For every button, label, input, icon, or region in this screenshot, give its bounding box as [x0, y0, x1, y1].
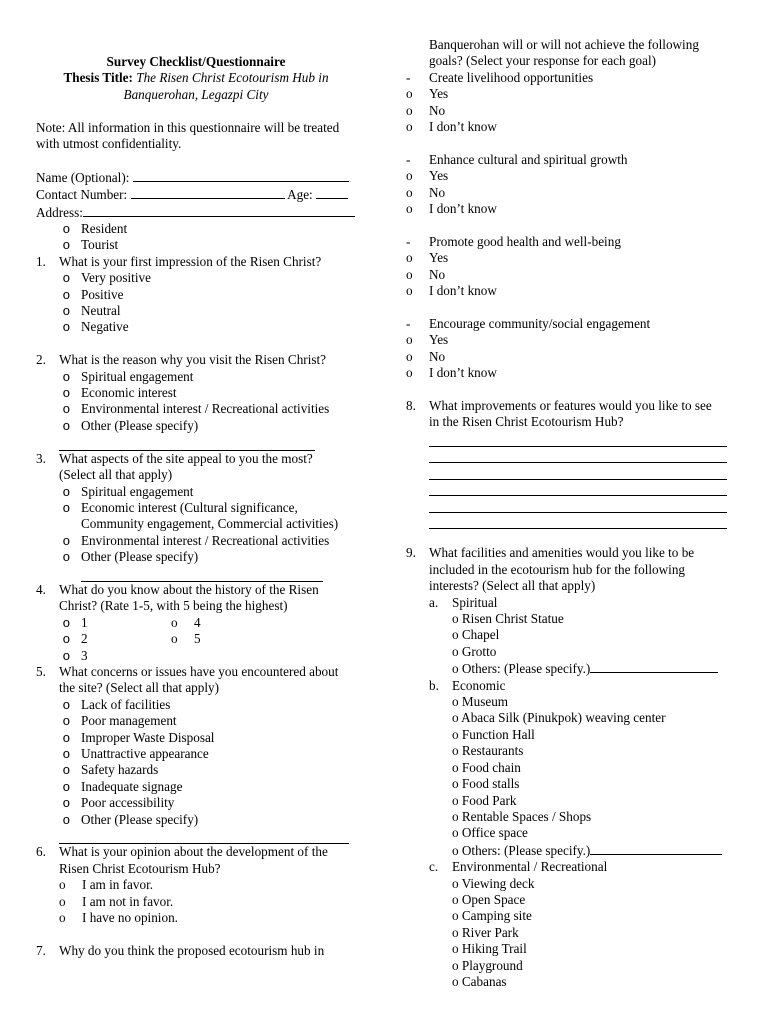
name-label: Name (Optional): [36, 169, 130, 185]
status-option-tourist[interactable]: o Tourist [36, 237, 356, 253]
facility-option[interactable]: o Rentable Spaces / Shops [452, 808, 592, 824]
q3-option[interactable]: o Spiritual engagement [62, 483, 194, 499]
address-field[interactable] [36, 204, 356, 221]
category-environmental: c. Environmental / Recreational [429, 859, 608, 875]
rating-option-4[interactable]: o 4 [171, 614, 201, 630]
q7-text-cont: Banquerohan will or will not achieve the following [429, 37, 699, 52]
goal-answer[interactable]: o No [406, 184, 446, 200]
category-spiritual: a. Spiritual [429, 594, 498, 610]
facility-option[interactable]: o Food chain [452, 759, 521, 775]
facility-option-other[interactable]: o Others: (Please specify.) [406, 842, 736, 859]
goal-answer[interactable]: o Yes [406, 168, 449, 184]
q5-option[interactable]: o Safety hazards [62, 762, 159, 778]
facility-option[interactable]: o Grotto [452, 643, 497, 659]
goal-answer[interactable]: o I don’t know [406, 201, 497, 217]
facility-option-other[interactable]: o Others: (Please specify.) [406, 660, 736, 677]
option-bullet: o [62, 221, 70, 237]
rating-option-1[interactable]: o 1 [62, 614, 88, 630]
thesis-title-line1 [36, 70, 356, 86]
question-9: 9. What facilities and amenities would you like to be included in the ecotourism hub for the following interests? (Select all that apply) [406, 545, 695, 594]
q7-text-cont: goals? (Select your response for each goal) [429, 53, 657, 69]
facility-option[interactable]: o Function Hall [452, 726, 535, 742]
q3-option-cont: Community engagement, Commercial activities) [81, 516, 339, 532]
goal-answer[interactable]: o No [406, 266, 446, 282]
q3-option[interactable]: o Environmental interest / Recreational activities [62, 532, 330, 548]
q2-option[interactable]: o Environmental interest / Recreational activities [62, 401, 330, 417]
question-text: Why do you think the proposed ecotourism hub in [59, 942, 325, 958]
facility-option[interactable]: o Cabanas [452, 973, 507, 989]
status-option-resident[interactable]: o Resident [36, 221, 356, 237]
goal-answer[interactable]: o No [406, 102, 446, 118]
q5-option[interactable]: o Unattractive appearance [62, 745, 209, 761]
question-2: 2. What is the reason why you visit the Risen Christ? [36, 352, 356, 368]
goal-answer[interactable]: o Yes [406, 86, 449, 102]
facility-option[interactable]: o River Park [452, 924, 519, 940]
goal-label: - Enhance cultural and spiritual growth [406, 151, 628, 167]
facility-option[interactable]: o Camping site [452, 908, 532, 924]
note-line1: Note: All information in this questionnaire will be treated [36, 119, 340, 135]
q5-option[interactable]: o Lack of facilities [62, 696, 171, 712]
goal-label: - Create livelihood opportunities [406, 69, 594, 85]
q1-option[interactable]: o Negative [62, 319, 129, 335]
q5-option[interactable]: o Poor accessibility [62, 795, 175, 811]
goal-answer[interactable]: o I don’t know [406, 283, 497, 299]
facility-option[interactable]: o Risen Christ Statue [452, 611, 564, 627]
q6-option[interactable]: o I am in favor. [59, 877, 154, 893]
goal-answer[interactable]: o I don’t know [406, 365, 497, 381]
q5-option[interactable]: o Poor management [62, 713, 177, 729]
question-7: 7. Why do you think the proposed ecotourism hub in [36, 943, 356, 959]
rating-option-5[interactable]: o 5 [171, 631, 201, 647]
note-line2: with utmost confidentiality. [36, 136, 182, 152]
facility-option[interactable]: o Food Park [452, 792, 517, 808]
thesis-title-line2: Banquerohan, Legazpi City [123, 86, 269, 102]
facility-option[interactable]: o Museum [452, 694, 509, 710]
facility-option[interactable]: o Restaurants [452, 743, 524, 759]
q2-option[interactable]: o Other (Please specify) [62, 417, 199, 433]
option-bullet: o [62, 237, 70, 253]
facility-option[interactable]: o Viewing deck [452, 875, 535, 891]
survey-title: Survey Checklist/Questionnaire [106, 54, 286, 69]
rating-option-2[interactable]: o 2 [62, 631, 88, 647]
facility-option[interactable]: o Playground [452, 957, 523, 973]
goal-label: - Encourage community/social engagement [406, 315, 651, 331]
q3-option[interactable]: o Other (Please specify) [62, 549, 199, 565]
goal-answer[interactable]: o No [406, 348, 446, 364]
q5-option[interactable]: o Other (Please specify) [62, 811, 199, 827]
q4-rating-row [36, 631, 356, 647]
question-4: 4. What do you know about the history of the Risen Christ? (Rate 1-5, with 5 being the highest) [36, 581, 319, 614]
address-label: Address: [36, 204, 83, 220]
age-label: Age: [287, 187, 313, 203]
question-3: 3. What aspects of the site appeal to you the most? (Select all that apply) [36, 450, 313, 483]
goal-label: - Promote good health and well-being [406, 233, 621, 249]
question-1: 1. What is your first impression of the Risen Christ? [36, 254, 356, 270]
facility-option[interactable]: o Office space [452, 825, 528, 841]
q8-answer-lines[interactable] [406, 431, 736, 529]
question-text: What is your first impression of the Risen Christ? [59, 253, 322, 269]
q2-specify-line[interactable] [36, 434, 356, 450]
goal-answer[interactable]: o Yes [406, 332, 449, 348]
facility-option[interactable]: o Chapel [452, 627, 500, 643]
thesis-label: Thesis Title: [63, 70, 133, 86]
contact-label: Contact Number: [36, 187, 128, 203]
rating-option-3[interactable]: o 3 [62, 647, 88, 663]
q2-option[interactable]: o Spiritual engagement [62, 368, 194, 384]
q1-option[interactable]: o Positive [62, 286, 124, 302]
q2-option[interactable]: o Economic interest [62, 385, 177, 401]
facility-option[interactable]: o Open Space [452, 891, 526, 907]
contact-field[interactable] [36, 186, 356, 203]
q3-option[interactable]: o Economic interest (Cultural significance, [62, 499, 298, 515]
question-5: 5. What concerns or issues have you encountered about the site? (Select all that apply) [36, 663, 339, 696]
question-text: What is the reason why you visit the Risen Christ? [59, 352, 327, 368]
thesis-title-text: The Risen Christ Ecotourism Hub in [136, 70, 329, 86]
q5-specify-line[interactable] [36, 828, 356, 844]
q5-option[interactable]: o Inadequate signage [62, 778, 183, 794]
q6-option[interactable]: o I am not in favor. [59, 893, 174, 909]
right-column [406, 37, 736, 990]
q3-specify-line[interactable] [36, 566, 356, 582]
goal-answer[interactable]: o Yes [406, 250, 449, 266]
left-column [36, 54, 356, 959]
q6-option[interactable]: o I have no opinion. [59, 910, 178, 926]
facility-option[interactable]: o Hiking Trail [452, 941, 527, 957]
question-8: 8. What improvements or features would you like to see in the Risen Christ Ecotourism Hub? [406, 397, 712, 430]
goal-answer[interactable]: o I don’t know [406, 119, 497, 135]
q5-option[interactable]: o Improper Waste Disposal [62, 729, 215, 745]
question-6: 6. What is your opinion about the development of the Risen Christ Ecotourism Hub? [36, 844, 328, 876]
q4-rating-row [36, 615, 356, 631]
category-economic: b. Economic [429, 677, 506, 693]
q1-option[interactable]: o Neutral [62, 303, 121, 319]
name-field[interactable] [36, 169, 356, 186]
facility-option[interactable]: o Food stalls [452, 776, 520, 792]
q1-option[interactable]: o Very positive [62, 270, 151, 286]
facility-option[interactable]: o Abaca Silk (Pinukpok) weaving center [452, 710, 666, 726]
